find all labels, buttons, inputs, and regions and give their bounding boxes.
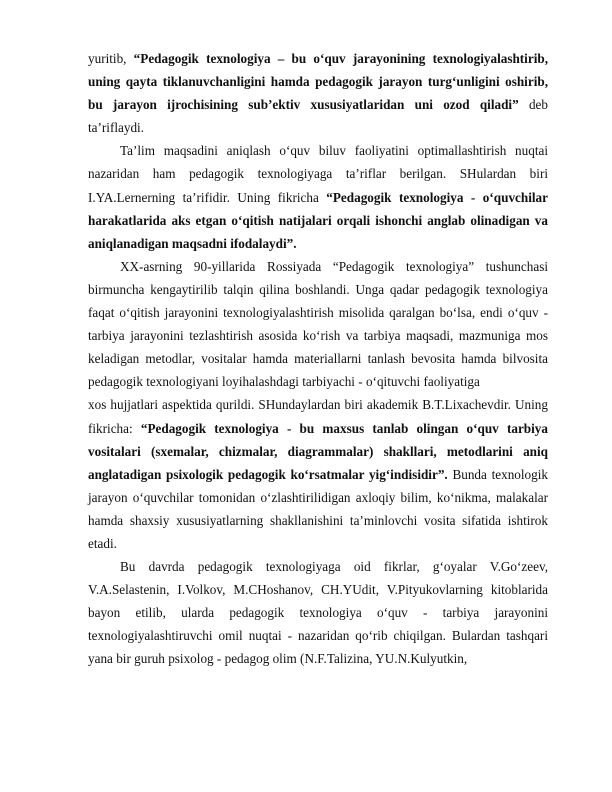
paragraph-5 — [88, 555, 548, 670]
document-page — [88, 47, 548, 671]
paragraph-3 — [88, 255, 548, 394]
text-run: Ta’lim maqsadini aniqlash o‘quv biluv faoliyatini optimallashtirish nuqtai nazaridan ham pedagogik texnologiyaga ta’riflar berilgan. SHulardan biri I.YA.Lernerning ta’rifidir. Uning fikricha — [88, 143, 548, 205]
bold-quote: “Pedagogik texnologiya - o‘quvchilar harakatlarida aks etgan o‘qitish natijalari orqali ishonchi anglab olinadigan va aniqlanadigan maqsadni ifodalaydi”. — [88, 189, 548, 251]
paragraph-4 — [88, 393, 548, 555]
bold-quote: “Pedagogik texnologiya - bu maxsus tanlab olingan o‘quv tarbiya vositalari (sxemalar, chizmalar, diagrammalar) shakllari, metodlarini aniq anglatadigan psixologik pedagogik ko‘rsatmalar yig‘indisidir”. — [88, 420, 548, 482]
text-run: XX-asrning 90-yillarida Rossiyada “Pedagogik texnologiya” tushunchasi birmuncha kengaytirilib talqin qilina boshlandi. Unga qadar pedagogik texnologiya faqat o‘qitish jarayonini texnologiyalashtirish misolida qaralgan bo‘lsa, endi o‘quv - tarbiya jarayonini tezlashtirish asosida ko‘rish va tarbiya maqsadi, mazmuniga mos keladigan metodlar, vositalar hamda materiallarni tanlash bevosita hamda bilvosita pedagogik texnologiyani loyihalashdagi tarbiyachi - o‘qituvchi faoliyatiga — [88, 258, 548, 390]
text-run: Bunda texnologik jarayon o‘quvchilar tomonidan o‘zlashtirilidigan axloqiy bilim, ko‘nikma, malakalar hamda shaxsiy xususiyatlarning shakllanishini ta’minlovchi vosita sifatida ishtirok etadi. — [88, 466, 548, 551]
text-run: deb ta’riflaydi. — [88, 97, 548, 136]
bold-quote: “Pedagogik texnologiya – bu o‘quv jarayonining texnologiyalashtirib, uning qayta tiklanuvchanligini hamda pedagogik jarayon turg‘unligini oshirib, bu jarayon ijrochisining sub’ektiv xususiyatlaridan uni ozod qiladi” — [88, 51, 548, 113]
text-run: Bu davrda pedagogik texnologiyaga oid fikrlar, g‘oyalar V.Go‘zeev, V.A.Selastenin, I.Volkov, M.CHoshanov, CH.YUdit, V.Pityukovlarning kitoblarida bayon etilib, ularda pedagogik texnologiya o‘quv - tarbiya jarayonini texnologiyalashtiruvchi omil nuqtai - nazaridan qo‘rib chiqilgan. Bulardan tashqari yana bir guruh psixolog - pedagog olim (N.F.Talizina, YU.N.Kulyutkin, — [88, 559, 548, 667]
text-run: yuritib, — [88, 51, 134, 66]
text-run: xos hujjatlari aspektida qurildi. SHundaylardan biri akademik B.T.Lixachevdir. Uning fikricha: — [88, 397, 548, 436]
paragraph-2 — [88, 139, 548, 254]
paragraph-1 — [88, 47, 548, 139]
